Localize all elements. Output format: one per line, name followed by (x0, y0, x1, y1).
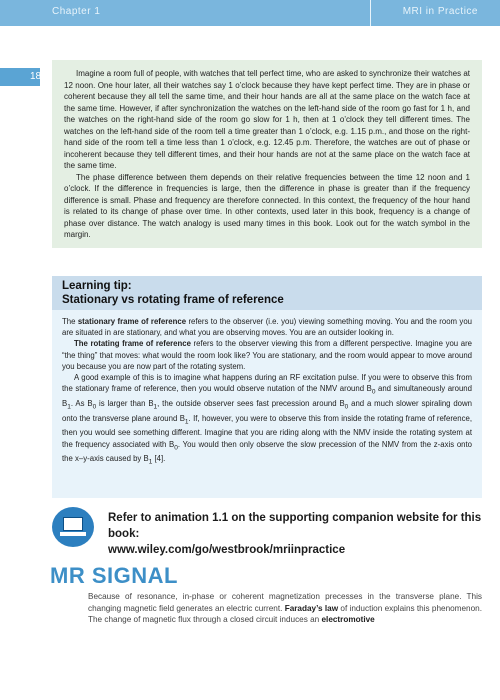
watch-paragraph-2: The phase difference between them depends on their relative frequencies between the time 12 noon and 1 o’clock. If the difference in frequencies is large, then the difference in phase is greater than if the frequency difference is small. Phase and frequency are therefore connected. In this context, the frequency of the hour hand is related to its change of phase over time. In other contexts, used later in this book, frequency is a change of phase over distance. The watch analogy is used many times in this book. Look out for the watch symbol in the margin. (64, 172, 470, 239)
running-header (0, 0, 500, 26)
tip-paragraph-1: The stationary frame of reference refers to the observer (i.e. you) viewing something moving. You and the room you are situated in are stationary, and what you are observing moves. You are an outsider looking in. (62, 317, 472, 338)
learning-tip-box (52, 276, 482, 498)
learning-tip-header (52, 276, 482, 310)
section-body: Because of resonance, in-phase or coherent magnetization precesses in the transverse plane. This changing magnetic field generates an electric current. Faraday’s law of induction explains this phenomenon. The change of magnetic flux through a closed circuit induces an electromotive (88, 592, 482, 624)
monitor-icon (52, 507, 94, 547)
animation-text (108, 510, 483, 558)
animation-line-1: Refer to animation 1.1 on the supporting companion website for this book: (108, 512, 482, 540)
running-title: MRI in Practice (402, 6, 478, 17)
learning-tip-label: Learning tip: (62, 280, 132, 292)
animation-reference (52, 505, 482, 556)
section-heading: MR SIGNAL (50, 563, 178, 588)
animation-url[interactable]: www.wiley.com/go/westbrook/mriinpractice (108, 544, 346, 556)
learning-tip-body (52, 310, 482, 468)
chapter-label: Chapter 1 (52, 6, 101, 17)
learning-tip-title: Stationary vs rotating frame of reference (62, 294, 284, 306)
tip-paragraph-2: The rotating frame of reference refers to the observer viewing this from a different perspective. Imagine you are “the thing” that moves: what would the room look like? You are stationary, and the room would appear to move around you because you are now part of the rotating system. (62, 339, 473, 371)
page-number: 18 (30, 71, 42, 82)
tip-paragraph-3: A good example of this is to imagine what happens during an RF excitation pulse. If you were to observe this from the stationary frame of reference, then you would observe nutation of the NMV around $B_0$ and simultaneously around $B_1$. As $B_0$ is larger than $B_1$, the outside observer sees fast precession around $B_0$ and a much slower spiraling down onto the transverse plane around $B_1$. If, however, you were to observe this from inside the rotating frame of reference, then you would see something different. Imagine that you are riding along with the NMV inside the rotating system at the frequency associated with $B_0$. You would then only observe the slow precession of the NMV from the z-axis onto the x–y-axis caused by $B_1$ [4]. (62, 373, 472, 466)
watch-paragraph-1: Imagine a room full of people, with watches that tell perfect time, who are asked to synchronize their watches at 12 noon. One hour later, all their watches say 1 o’clock because they have kept perfect time. They are in phase or coherent because they all tell the same time, and their hour hands are all at the same place on the watch face at the same time. However, if after synchronization the watches on the left-hand side of the room go fast for 1 h, and the watches on the right-hand side of the room go slow for 1 h, then at 1 o’clock they tell different times. The watches on the left-hand side of the room tell a time greater than 1 o’clock, e.g. 1.15 p.m., and those on the right-hand side of the room tell a time less than 1 o’clock, e.g. 12.45 p.m. Therefore, the watches are out of phase or incoherent because they tell different times, and their hour hands are not at the same place on the watch face at the same time. (64, 69, 470, 170)
header-divider (370, 0, 371, 26)
watch-analogy-box (52, 60, 482, 248)
page-number-tab (0, 68, 40, 86)
